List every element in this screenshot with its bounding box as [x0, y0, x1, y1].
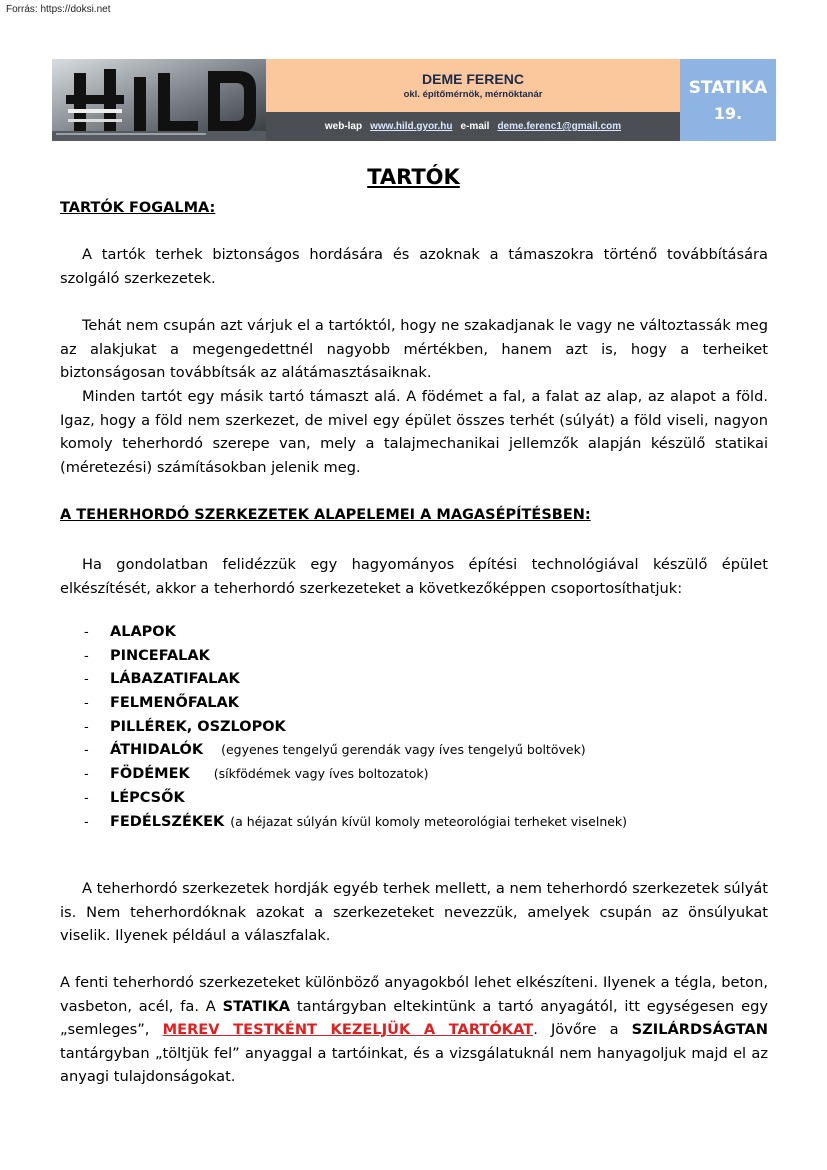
paragraph-definition: A tartók terhek biztonságos hordására és azoknak a támaszokra történő továbbítására szolgáló szerkezetek.	[60, 246, 768, 287]
hild-logo	[52, 59, 266, 141]
author-name: DEME FERENC	[422, 71, 524, 87]
header-banner	[52, 59, 776, 141]
web-label: web-lap	[324, 121, 363, 132]
contact-bar	[266, 112, 680, 141]
author-block	[266, 59, 680, 141]
lesson-number: 19.	[713, 103, 743, 123]
emphasis-rigid-body: MEREV TESTKÉNT KEZELJÜK A TARTÓKAT	[162, 1021, 534, 1038]
list-item: - FÖDÉMEK (síkfödémek vagy íves boltozatok)	[84, 766, 429, 783]
section-heading-concept: TARTÓK FOGALMA:	[60, 200, 216, 216]
structure-list	[84, 624, 627, 837]
subject-badge	[680, 59, 776, 141]
list-item: - PINCEFALAK	[84, 647, 210, 664]
web-link[interactable]: www.hild.gyor.hu	[370, 121, 453, 132]
list-item: - LÁBAZATIFALAK	[84, 671, 240, 688]
paragraph-materials: A fenti teherhordó szerkezeteket különböző anyagokból lehet elkészíteni. Ilyenek a tégla, beton, vasbeton, acél, fa. A STATIKA tantárgyban eltekintünk a tartó anyagától, itt egységesen egy „semleges”, MEREV TESTKÉNT KEZELJÜK A TARTÓKAT. Jövőre a SZILÁRDSÁGTAN tantárgyban „töltjük fel” anyaggal a tartóinkat, és a vizsgálatuknál nem hanyagoljuk majd el az anyagi tulajdonságokat.	[60, 974, 768, 1085]
source-label: Forrás: https://doksi.net	[6, 4, 111, 15]
list-item: - FELMENŐFALAK	[84, 695, 240, 712]
list-item: - ALAPOK	[84, 624, 176, 640]
paragraph-expectation: Tehát nem csupán azt várjuk el a tartóktól, hogy ne szakadjanak le vagy ne változtassák meg az alakjukat a megengedettnél nagyobb mértékben, hanem azt is, hogy a terheiket biztonságosan továbbítsák az alátámasztásaiknak.	[60, 317, 768, 381]
paragraph-nonbearing: A teherhordó szerkezetek hordják egyéb terhek mellett, a nem teherhordó szerkezetek súlyát is. Nem teherhordóknak azokat a szerkezeteket nevezzük, amelyek csupán az önsúlyukat viselik. Ilyenek például a válaszfalak.	[60, 880, 768, 944]
page-title: TARTÓK	[367, 165, 460, 189]
email-link[interactable]: deme.ferenc1@gmail.com	[497, 121, 622, 132]
author-title: okl. építőmérnök, mérnöktanár	[403, 89, 543, 100]
list-item: - PILLÉREK, OSZLOPOK	[84, 718, 286, 735]
list-item: - LÉPCSŐK	[84, 789, 185, 806]
list-item: - FEDÉLSZÉKEK (a héjazat súlyán kívül komoly meteorológiai terheket viselnek)	[84, 813, 628, 830]
section-heading-elements: A TEHERHORDÓ SZERKEZETEK ALAPELEMEI A MAGASÉPÍTÉSBEN:	[60, 507, 591, 523]
email-label: e-mail	[460, 121, 490, 132]
subject-label: STATIKA	[688, 77, 768, 98]
paragraph-intro: Ha gondolatban felidézzük egy hagyományos építési technológiával készülő épület elkészítését, akkor a teherhordó szerkezeteket a következőképpen csoportosíthatjuk:	[60, 556, 768, 597]
list-item: - ÁTHIDALÓK (egyenes tengelyű gerendák vagy íves tengelyű boltövek)	[84, 742, 586, 759]
paragraph-support: Minden tartót egy másik tartó támaszt alá. A födémet a fal, a falat az alap, az alapot a föld. Igaz, hogy a föld nem szerkezet, de mivel egy épület összes terhét (súlyát) a föld viseli, nagyon komoly teherhordó szerepe van, mely a talajmechanikai jellemzők alapján készülő statikai (méretezési) számításokban jelenik meg.	[60, 388, 768, 476]
